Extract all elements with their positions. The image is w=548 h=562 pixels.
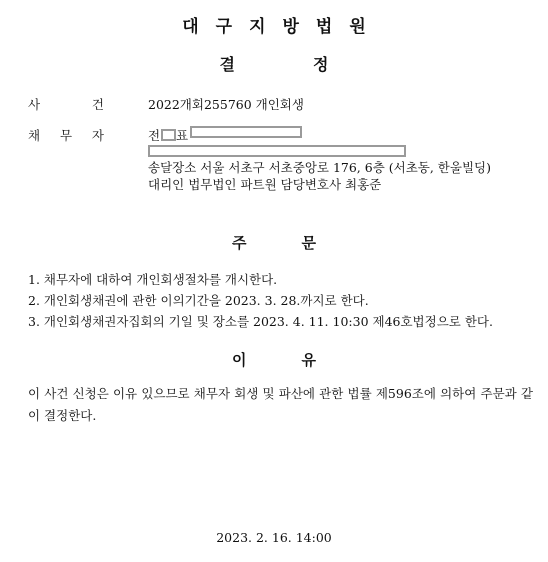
order-item: 3. 개인회생채권자집회의 기일 및 장소를 2023. 4. 11. 10:30 제46호법정으로 한다. — [28, 314, 493, 329]
legal-agent: 대리인 법무법인 파트원 담당변호사 최홍준 — [148, 177, 382, 192]
case-label-char: 건 — [91, 97, 104, 112]
case-label — [28, 95, 104, 113]
redaction-box — [190, 126, 302, 138]
case-label-char: 사 — [28, 97, 41, 112]
debtor-label-char: 무 — [59, 128, 73, 143]
order-heading: 주문 — [232, 234, 371, 252]
reason-text: 이 사건 신청은 이유 있으므로 채무자 회생 및 파산에 관한 법률 제596조에 의하여 주문과 같이 결정한다. — [28, 386, 533, 423]
debtor-name-suffix: 표 — [176, 128, 189, 143]
order-item: 2. 개인회생채권에 관한 이의기간을 2023. 3. 28.까지로 한다. — [28, 293, 369, 308]
document-title: 결정 — [219, 55, 407, 74]
court-name: 대구지방법원 — [182, 17, 383, 37]
redaction-box — [161, 129, 176, 141]
redaction-box — [148, 145, 406, 157]
reason-heading: 이유 — [232, 351, 371, 369]
case-number: 2022개회255760 개인회생 — [148, 97, 304, 112]
debtor-label-char: 자 — [91, 128, 104, 143]
order-item: 1. 채무자에 대하여 개인회생절차를 개시한다. — [28, 272, 278, 287]
debtor-name-prefix: 전 — [148, 128, 161, 143]
service-address: 송달장소 서울 서초구 서초중앙로 176, 6층 (서초동, 한울빌딩) — [148, 160, 491, 175]
debtor-label-char: 채 — [28, 128, 41, 143]
decision-date: 2023. 2. 16. 14:00 — [216, 530, 332, 545]
debtor-label — [28, 126, 104, 144]
